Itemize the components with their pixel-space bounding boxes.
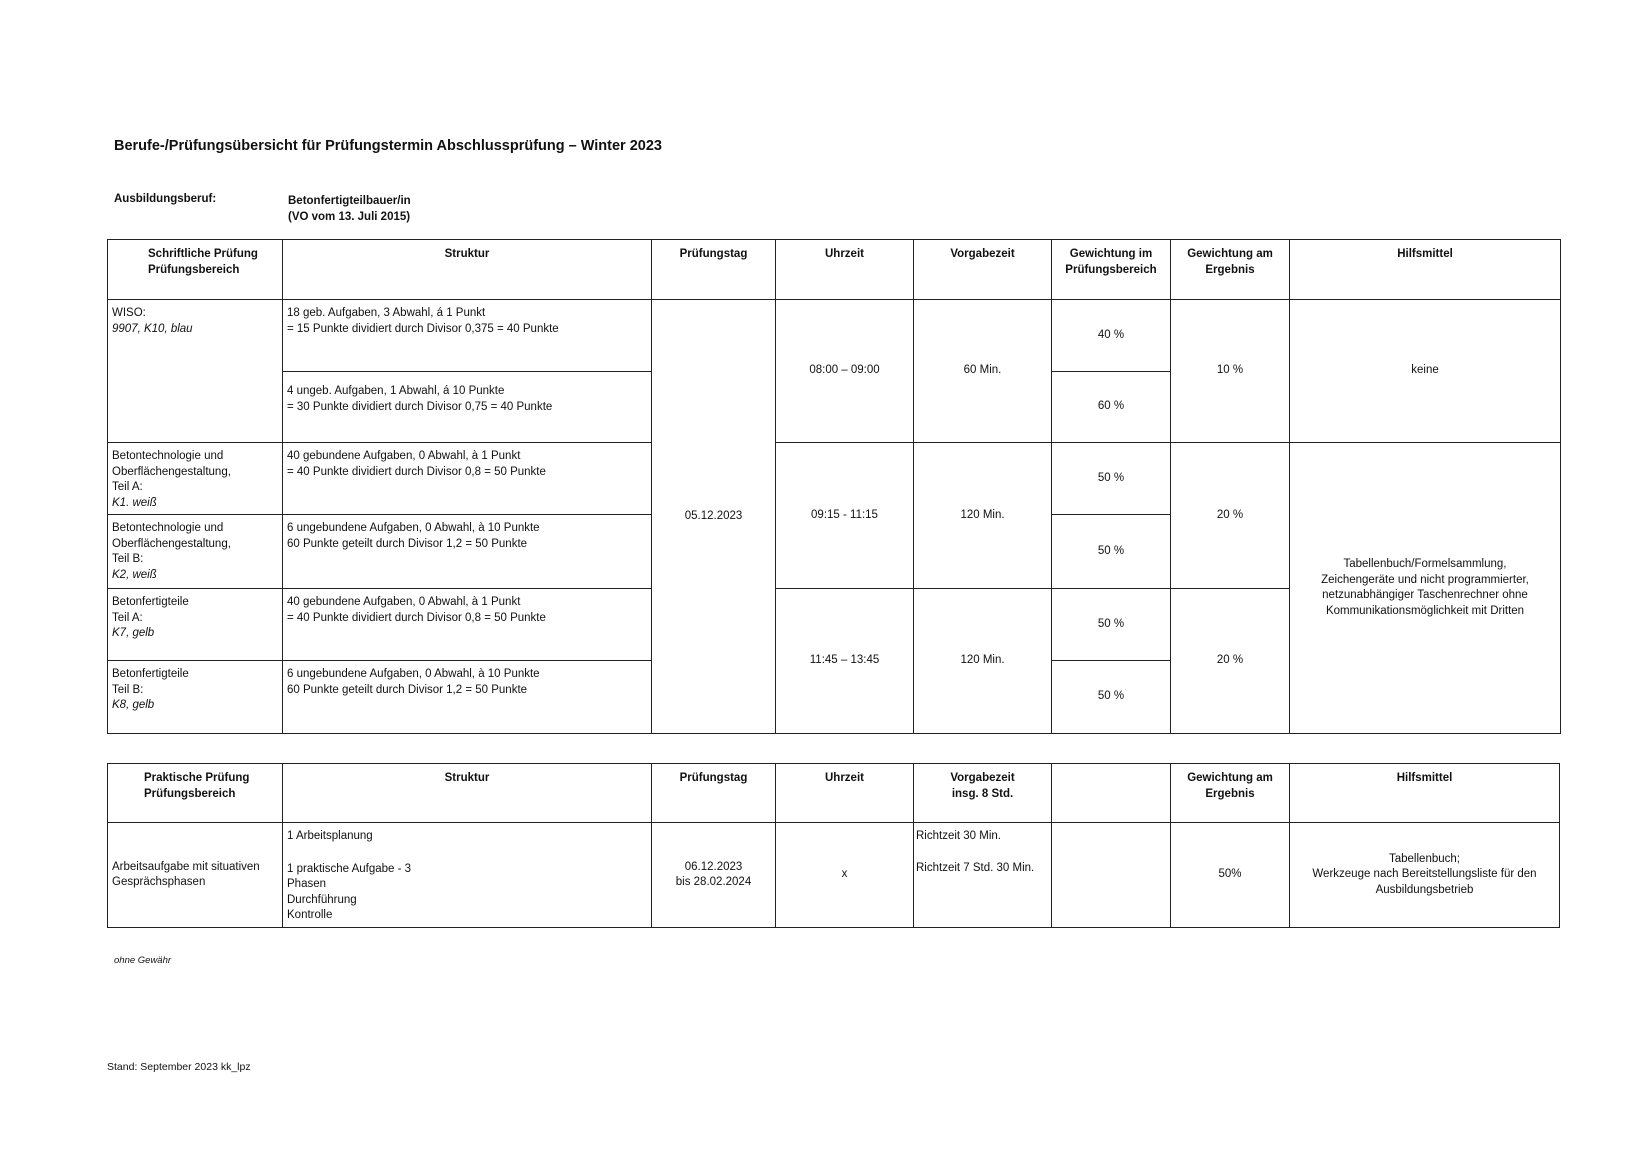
table-row xyxy=(108,443,1561,515)
wiso-struktur-2: 4 ungeb. Aufgaben, 1 Abwahl, á 10 Punkte = 30 Punkte dividiert durch Divisor 0,75 = 40 Punkte xyxy=(283,372,652,443)
written-exam-table xyxy=(107,239,1561,734)
wiso-aids-cell: keine xyxy=(1290,300,1561,443)
beton-result-weight: 20 % xyxy=(1171,443,1290,589)
wiso-weight-2: 60 % xyxy=(1052,372,1171,443)
header-pruefungsbereich: Praktische Prüfung Prüfungsbereich xyxy=(108,764,283,823)
fertig-b-struktur: 6 ungebundene Aufgaben, 0 Abwahl, à 10 Punkte 60 Punkte geteilt durch Divisor 1,2 = 50 Punkte xyxy=(283,661,652,734)
practical-time-cell: x xyxy=(776,823,914,928)
disclaimer-note: ohne Gewähr xyxy=(114,955,172,966)
wiso-bereich-cell: WISO: 9907, K10, blau xyxy=(108,300,283,443)
table-header-row xyxy=(108,240,1561,300)
table-header-row xyxy=(108,764,1560,823)
beton-b-bereich-cell: Betontechnologie und Oberflächengestaltung, Teil B: K2, weiß xyxy=(108,515,283,589)
header-empty xyxy=(1052,764,1171,823)
wiso-time-cell: 08:00 – 09:00 xyxy=(776,300,914,443)
wiso-weight-1: 40 % xyxy=(1052,300,1171,372)
fertig-a-bereich-cell: Betonfertigteile Teil A: K7, gelb xyxy=(108,589,283,661)
beton-b-struktur: 6 ungebundene Aufgaben, 0 Abwahl, à 10 Punkte 60 Punkte geteilt durch Divisor 1,2 = 50 Punkte xyxy=(283,515,652,589)
practical-aids-cell: Tabellenbuch; Werkzeuge nach Bereitstellungsliste für den Ausbildungsbetrieb xyxy=(1290,823,1560,928)
header-pruefungsbereich: Schriftliche Prüfung Prüfungsbereich xyxy=(108,240,283,300)
header-pruefungstag: Prüfungstag xyxy=(652,240,776,300)
table-row xyxy=(108,300,1561,372)
fertig-weight-1: 50 % xyxy=(1052,589,1171,661)
table-row xyxy=(108,823,1560,928)
header-struktur: Struktur xyxy=(283,240,652,300)
practical-vorgabe-cell: Richtzeit 30 Min. Richtzeit 7 Std. 30 Min. xyxy=(914,823,1052,928)
wiso-duration-cell: 60 Min. xyxy=(914,300,1052,443)
written-date-cell: 05.12.2023 xyxy=(652,300,776,734)
fertig-result-weight: 20 % xyxy=(1171,589,1290,734)
regulation-date: (VO vom 13. Juli 2015) xyxy=(288,211,411,223)
header-uhrzeit: Uhrzeit xyxy=(776,240,914,300)
beton-time-cell: 09:15 - 11:15 xyxy=(776,443,914,589)
wiso-struktur-1: 18 geb. Aufgaben, 3 Abwahl, á 1 Punkt = 15 Punkte dividiert durch Divisor 0,375 = 40 Punkte xyxy=(283,300,652,372)
header-hilfsmittel: Hilfsmittel xyxy=(1290,764,1560,823)
written-aids-cell: Tabellenbuch/Formelsammlung, Zeichengeräte und nicht programmierter, netzunabhängiger Taschenrechner ohne Kommunikationsmöglichkeit mit Dritten xyxy=(1290,443,1561,734)
beton-a-bereich-cell: Betontechnologie und Oberflächengestaltung, Teil A: K1. weiß xyxy=(108,443,283,515)
header-vorgabezeit: Vorgabezeit xyxy=(914,240,1052,300)
practical-result-weight: 50% xyxy=(1171,823,1290,928)
document-title: Berufe-/Prüfungsübersicht für Prüfungstermin Abschlussprüfung – Winter 2023 xyxy=(114,138,662,154)
beton-duration-cell: 120 Min. xyxy=(914,443,1052,589)
header-gewichtung-ergebnis: Gewichtung am Ergebnis xyxy=(1171,764,1290,823)
profession-label: Ausbildungsberuf: xyxy=(114,193,217,205)
header-pruefungstag: Prüfungstag xyxy=(652,764,776,823)
header-hilfsmittel: Hilfsmittel xyxy=(1290,240,1561,300)
beton-a-struktur: 40 gebundene Aufgaben, 0 Abwahl, à 1 Punkt = 40 Punkte dividiert durch Divisor 0,8 = 50 Punkte xyxy=(283,443,652,515)
fertig-b-bereich-cell: Betonfertigteile Teil B: K8, gelb xyxy=(108,661,283,734)
header-gewichtung-ergebnis: Gewichtung am Ergebnis xyxy=(1171,240,1290,300)
beton-weight-1: 50 % xyxy=(1052,443,1171,515)
header-gewichtung-bereich: Gewichtung im Prüfungsbereich xyxy=(1052,240,1171,300)
beton-weight-2: 50 % xyxy=(1052,515,1171,589)
practical-bereich-cell: Arbeitsaufgabe mit situativen Gesprächsphasen xyxy=(108,823,283,928)
header-struktur: Struktur xyxy=(283,764,652,823)
profession-value xyxy=(288,193,411,225)
wiso-result-weight: 10 % xyxy=(1171,300,1290,443)
practical-struktur: 1 Arbeitsplanung 1 praktische Aufgabe - 3 Phasen Durchführung Kontrolle xyxy=(283,823,652,928)
header-vorgabezeit: Vorgabezeit insg. 8 Std. xyxy=(914,764,1052,823)
practical-exam-table xyxy=(107,763,1560,928)
fertig-time-cell: 11:45 – 13:45 xyxy=(776,589,914,734)
fertig-weight-2: 50 % xyxy=(1052,661,1171,734)
practical-empty-cell xyxy=(1052,823,1171,928)
fertig-duration-cell: 120 Min. xyxy=(914,589,1052,734)
practical-date-cell: 06.12.2023 bis 28.02.2024 xyxy=(652,823,776,928)
header-uhrzeit: Uhrzeit xyxy=(776,764,914,823)
fertig-a-struktur: 40 gebundene Aufgaben, 0 Abwahl, à 1 Punkt = 40 Punkte dividiert durch Divisor 0,8 = 50 Punkte xyxy=(283,589,652,661)
status-footer: Stand: September 2023 kk_lpz xyxy=(107,1061,251,1073)
profession-name: Betonfertigteilbauer/in xyxy=(288,195,411,207)
